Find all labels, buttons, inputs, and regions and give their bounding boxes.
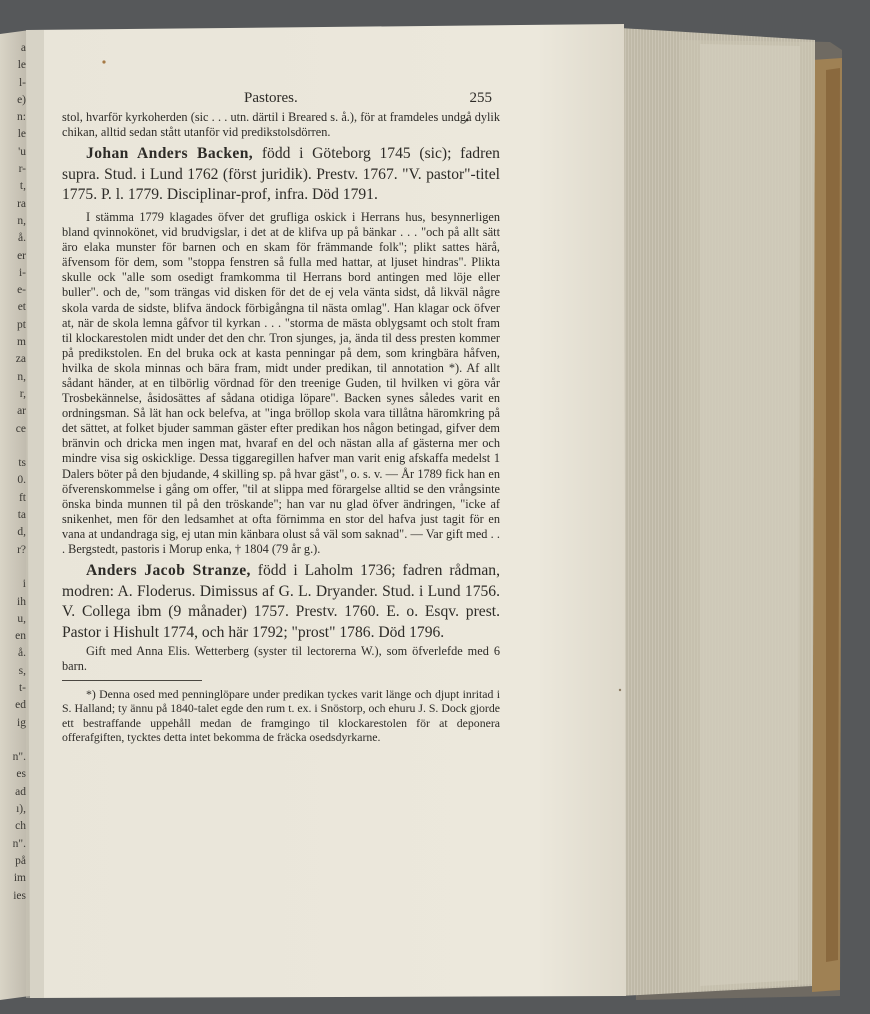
- left-edge-fragment: d,: [17, 526, 26, 539]
- footnote-rule: [62, 680, 202, 681]
- paragraph-text: Gift med Anna Elis. Wetterberg (syster til lectorerna W.), som öfverlefde med 6 barn.: [62, 643, 500, 673]
- left-edge-fragment: ts: [18, 457, 26, 470]
- entry-backen: [62, 144, 500, 206]
- page-number: 255: [469, 90, 492, 106]
- left-edge-fragment: n,: [17, 214, 26, 227]
- entry-stranze: [62, 561, 500, 643]
- left-edge-fragment: t,: [19, 180, 26, 193]
- entry-stranze-notes: [62, 644, 500, 674]
- left-edge-fragment: u,: [17, 612, 26, 625]
- entry-backen-notes: [62, 210, 500, 557]
- left-edge-fragment: ed: [15, 699, 26, 712]
- left-edge-fragment: l-: [18, 76, 26, 89]
- entry-text: född i Laholm 1736; fadren rådman, modren: A. Floderus. Dimissus af G. L. Dryander. Stud. i Lund 1756. V. Collega ibm (9 månader) 1757. Prestv. 1760. E. o. Esqv. prest. Pastor i Hishult 1774, och här 1792; "prost" 1786. Död 1796.: [62, 562, 500, 641]
- left-edge-fragment: n".: [12, 837, 26, 850]
- left-edge-fragment: ies: [13, 889, 26, 902]
- left-edge-fragment: ı),: [16, 803, 26, 816]
- left-edge-fragment: [0, 438, 26, 455]
- left-edge-fragment: le: [17, 128, 26, 141]
- footnote: *) Denna osed med penninglöpare under predikan tyckes varit länge och djupt inritad i S. Halland; ty ännu på 1840-talet egde den rum t. ex. i Snöstorp, och ehuru J. S. Dock gjorde ett bestraffande uppehåll medan de framgingo til klockarestolen för at deponera offerafgiften, tycktes detta intet bekomma de fräcka osedsdyrkarne.: [62, 686, 500, 745]
- left-edge-fragment: n:: [17, 111, 26, 124]
- left-edge-fragment: 0.: [17, 474, 26, 487]
- left-edge-fragment: er: [17, 249, 26, 262]
- left-edge-fragment: å.: [18, 647, 26, 660]
- left-edge-fragment: i-: [18, 266, 26, 279]
- left-edge-fragment: ta: [17, 509, 26, 522]
- left-edge-fragment: im: [13, 872, 26, 885]
- left-edge-fragment: en: [15, 630, 26, 643]
- left-edge-fragment: m: [17, 336, 26, 349]
- left-edge-fragment: [0, 732, 26, 749]
- left-edge-fragment: n,: [17, 370, 26, 383]
- running-head: [62, 90, 500, 110]
- left-edge-fragment: å.: [18, 232, 26, 245]
- left-edge-fragment: ce: [15, 422, 26, 435]
- paragraph-text: stol, hvarför kyrkoherden (sic . . . utn. därtil i Breared s. å.), för at framdeles undgå dylik chikan, alltid sedan stått utanför vid predikstolsdörren.: [62, 110, 500, 140]
- entry-name: Johan Anders Backen,: [86, 145, 254, 163]
- paragraph-continuation: [62, 110, 500, 140]
- left-edge-fragment: le: [17, 59, 26, 72]
- left-edge-fragment: r,: [19, 387, 26, 400]
- left-edge-fragment: 'u: [18, 145, 26, 158]
- book-page: [62, 90, 500, 745]
- left-edge-fragment: e-: [17, 284, 26, 297]
- left-edge-fragment: n".: [12, 751, 26, 764]
- left-edge-fragment: ar: [17, 405, 26, 418]
- left-edge-fragment: pt: [17, 318, 26, 331]
- running-title: Pastores.: [244, 90, 298, 106]
- left-edge-fragment: i: [22, 578, 26, 591]
- left-edge-fragment: ch: [15, 820, 26, 833]
- left-edge-fragment: es: [16, 768, 26, 781]
- paragraph-text: I stämma 1779 klagades öfver det grufliga oskick i Herrans hus, besynnerligen bland qvinnokönet, vid brudvigslar, i det at de klifva up på bänkar . . . "och på allt sätt äro elaka munster för barnen och en skam för främmande folk"; plikt sattes härå, äfvensom för dem, som "stoppa fenstren så fulla med hattar, at ljuset hindras". Plikta skulle ock "alle som osedigt framkomma til Herrans bord antingen med löje eller buller". och de, "som trängas vid disken för det de ej vela vänta sidst, då likväl någre skola varda de sidste, blifva ändock förbigångna til nästa omlag". Han klagar ock öfver at, när de skola lemna gåfvor til kyrkan . . . "storma de mästa oblygsamt och stolt fram til klockarestolen midt under det den chr. Tron sjunges, ja, ända til dess presten kommer på predikstolen. En del bruka ock at kasta penningar på dem, som kringbära håfven, hvilka de skola minnas och bära fram, midt under predikan, til annotation *). Af allt sådant händer, at en tilbörlig vördnad för den treenige Guden, til hvilken vi göra vår Trosbekännelse, åsidosättes af sådana otidiga löpare". Backen synes således varit en ordningsman. Så lät han ock belefva, at "inga bröllop skola vara tillåtna häromkring på det sättet, at folket bjuder samman gäster efter predikan hos någon betingad, gifver dem bränvin och dricka men ingen mat, hvaraf en del och nästan alla af gästerna mer och mindre visa sig oskicklige. Dessa tiggaregillen hafver man varit enig afskaffa medelst 1 Dalers böter på den bjudande, 4 skilling sp. på hvar gäst", o. s. v. — År 1789 fick han en öfverenskommelse i gång om offer, "til at slippa med förargelse alltid se den vrångsinte önska binda munnen til på den tröskande"; han var nu glad öfver ändringen, "icke af snikenhet, men för den ledsamhet at ofta förnimma en stor del hafva just tagit för en vana at undandraga sig, ej utan min känbara olust så väl som saknad". — Var gift med . . . Bergstedt, pastoris i Morup enka, † 1804 (79 år g.).: [62, 209, 500, 557]
- left-edge-fragment: et: [17, 301, 26, 314]
- left-edge-fragment: ad: [15, 785, 26, 798]
- left-edge-fragment: e): [17, 93, 26, 106]
- left-page-edge-text: [0, 40, 26, 1000]
- entry-name: Anders Jacob Stranze,: [86, 562, 251, 580]
- left-edge-fragment: r-: [18, 163, 26, 176]
- left-edge-fragment: a: [20, 42, 26, 54]
- left-edge-fragment: s,: [18, 664, 26, 677]
- left-edge-fragment: på: [15, 854, 26, 867]
- left-edge-fragment: za: [15, 353, 26, 366]
- left-edge-fragment: ft: [18, 491, 26, 504]
- left-edge-fragment: r?: [17, 543, 26, 556]
- left-edge-fragment: ig: [17, 716, 26, 729]
- left-edge-fragment: [0, 559, 26, 576]
- entry-text: född i Göteborg 1745 (sic); fadren supra. Stud. i Lund 1762 (först juridik). Prestv. 1767. "V. pastor"-titel 1775. P. l. 1779. Disciplinar-prof, infra. Död 1791.: [62, 145, 500, 204]
- left-edge-fragment: ra: [17, 197, 26, 210]
- left-edge-fragment: t-: [18, 681, 26, 694]
- left-edge-fragment: ih: [17, 595, 26, 608]
